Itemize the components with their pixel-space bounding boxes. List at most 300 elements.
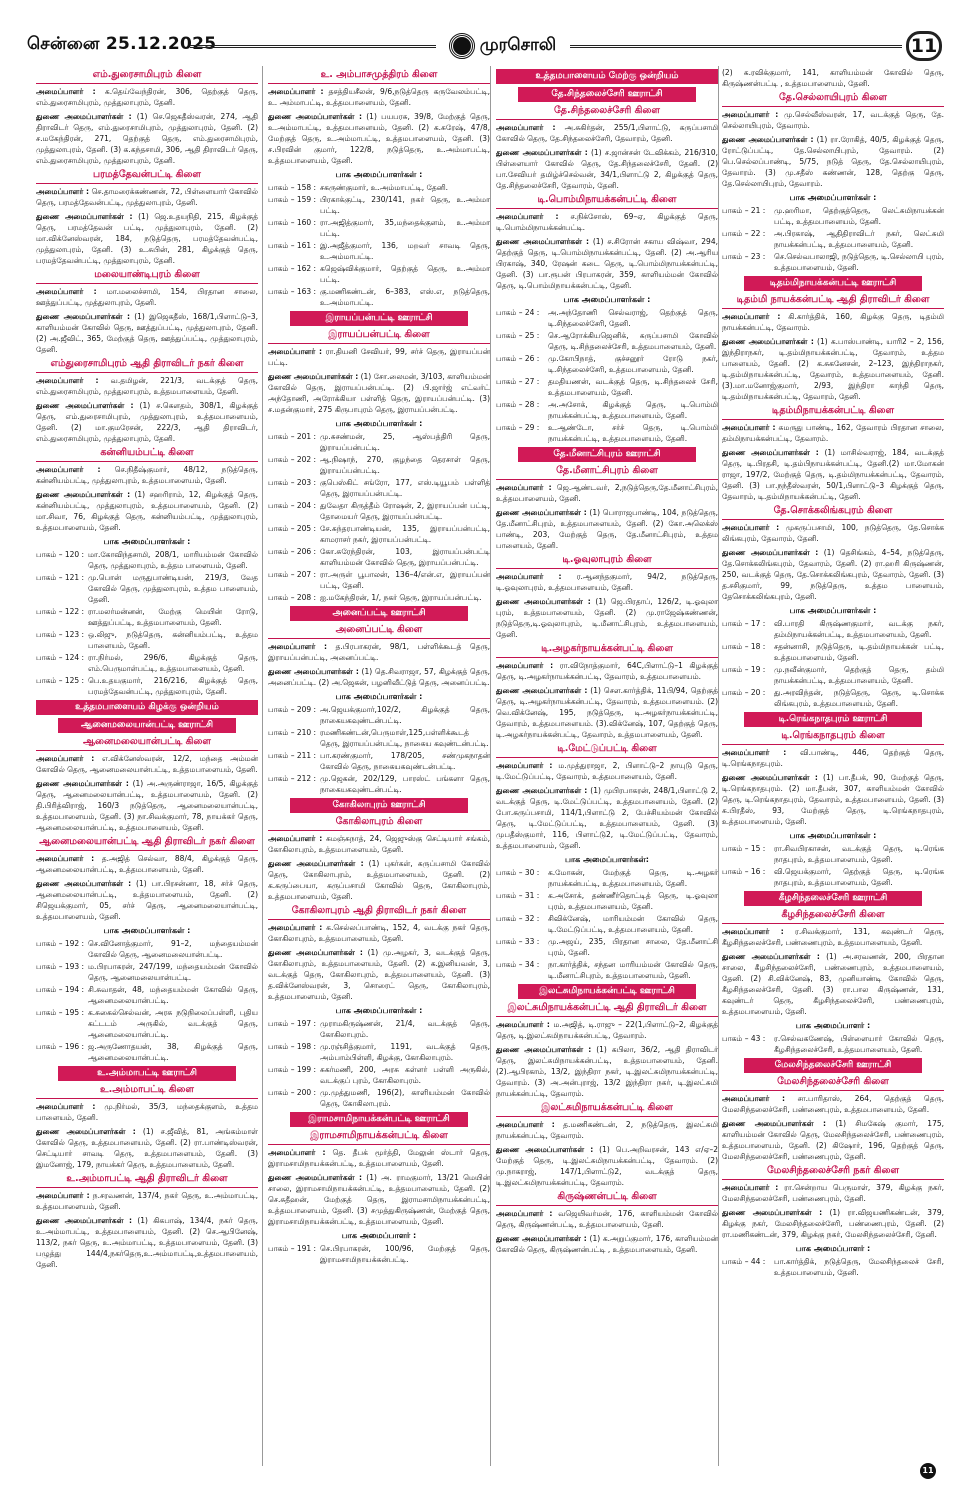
booth-organizer: பா.கரண்குமார், 178/205, சண்முகநாதன் கோவில் தெரு, நாகையகவுண்டன்பட்டி. xyxy=(320,751,490,771)
organizer-details: செ.நிதீஷ்குமார், 48/12, நடுத்தெரு, கன்னியம்பட்டி, முத்துலாபுரம், உத்தமபாளையம், தேனி. xyxy=(36,465,258,485)
organizer-details: ஜெ.ஆண்டவர், 2,நடுத்தெரு,தே.மீனாட்சிபுரம், உத்தமபாளையம், தேனி. xyxy=(496,483,718,503)
organizer-details: க.செல்லப்பாண்டி, 152, 4, வடக்கு நகர் தெரு, கோகிலாபுரம், உத்தமபாளையம், தேனி. xyxy=(268,923,490,943)
branch-title: தே.சிந்தலைச்சேரி கிளை xyxy=(496,105,718,120)
booth-number: பாகம் – 192 : xyxy=(36,939,85,948)
booth-entry xyxy=(268,1087,490,1109)
role-label: துணை அமைப்பாளர்கள் : xyxy=(268,112,362,121)
union-banner: உத்தமபாளையம் கிழக்கு ஒன்றியம் xyxy=(36,700,258,715)
booth-entry xyxy=(268,217,490,239)
booth-number: பாகம் – 18 : xyxy=(722,642,766,651)
column-2 xyxy=(268,66,490,1471)
booth-entry xyxy=(496,913,718,935)
role-label: துணை அமைப்பாளர்கள் : xyxy=(36,1127,136,1136)
role-label: துணை அமைப்பாளர்கள் : xyxy=(36,312,130,321)
booth-number: பாகம் – 32 : xyxy=(496,914,540,923)
organizer-paragraph xyxy=(36,400,258,444)
role-label: துணை அமைப்பாளர்கள் : xyxy=(36,1216,133,1225)
panchayat-header: தே.மீனாட்சிபுரம் ஊராட்சி xyxy=(518,447,696,462)
role-label: அமைப்பாளர் : xyxy=(36,854,95,863)
branch-title: தே.செல்லாயிபுரம் கிளை xyxy=(722,92,944,107)
organizer-details: (1) செள.கார்த்திக், 11பி/94, தெற்குத் தெரு, டி.அழகர்நாயக்கன்பட்டி, தேவாரம், உத்தமபாளையம். (2) வெ.விக்னேஷ், 195, நடுத்தெரு, டி.அழகர்நாயக்கன்பட்டி, தேவாரம், உத்தமபாளையம். (3).விக்னேஷ், 107, தெற்குத் தெரு, டி.அழகர்நாயக்கன்பட்டி, தேவாரம், உத்தமபாளையம், தேனி. xyxy=(496,686,718,739)
booth-organizer: மு.சுசண்மன், 25, ஆஸ்பத்திரி தெரு, இராயப்பன்பட்டி. xyxy=(320,432,490,452)
branch-title: டிதம்மி நாயக்கன்பட்டி ஆதி திராவிடர் கிளை xyxy=(722,294,944,309)
booth-organizer: சிவிக்னேஷ், மாரியம்மன் கோவில் தெரு, டி.மேட்டுப்பட்டி, உத்தமபாளையம், தேனி. xyxy=(548,914,718,934)
organizer-details: (1) கபிலா, 36/2, ஆதி திராவிடர் தெரு, இலட்சுமிநாயக்கன்பட்டி, உத்தமபாளையம், தேனி. (2).ஆபிரகாம், 13/2, இந்திரா நகர், டி.இலட்சுமிநாயக்கன்பட்டி, தேவாரம். (3) அ.அன்புராஜ், 13/2 இந்திரா நகர், டி.இலட்சுமி நாயக்கன்பட்டி, தேவாரம். xyxy=(496,1045,718,1098)
booth-number: பாகம் – 17 : xyxy=(722,619,766,628)
organizer-details: தசத்தியசீலன், 9/6,நடுத்தெரு கருவேலம்பட்டி, உ. அம்மாபட்டி, உத்தமபாளையம், தேனி. xyxy=(268,87,490,107)
branch-title: கீழசிந்தலைச்சேரி கிளை xyxy=(722,909,944,924)
organizer-paragraph xyxy=(496,1233,718,1255)
organizer-paragraph xyxy=(722,1093,944,1115)
booth-number: பாகம் – 15 : xyxy=(722,844,766,853)
organizer-paragraph xyxy=(36,878,258,922)
organizer-paragraph xyxy=(36,186,258,208)
branch-title: ஆனைமலையான்பட்டி கிளை xyxy=(36,736,258,751)
role-label: துணை அமைப்பாளர்கள் : xyxy=(722,448,819,457)
booth-number: பாகம் – 161 : xyxy=(268,241,317,250)
booth-organizer: கஜெஷ்விக்குமார், தெற்குத் தெரு, உ.அம்மா பட்டி. xyxy=(320,264,490,284)
branch-title: டி.மேட்டுப்பட்டி கிளை xyxy=(496,743,718,758)
role-label: அமைப்பாளர் : xyxy=(496,572,562,581)
organizer-details: (1) ரா.ரோகித், 40/5, கிழக்குத் தெரு, ரோட்டுப்பட்டி, தே.செல்லாயிபுரம், தேவாரம். (2) பெ.செல்லப்பாண்டி, 5/75, நடுத் தெரு, தே.செல்லாயிபுரம், தேவாரம். (3) மு.சதீஸ் கண்ணன், 128, தெற்கு தெரு, தே.செல்லாயிபுரம், தேவாரம். xyxy=(722,135,944,188)
role-label: துணை அமைப்பாளர்கள் : xyxy=(496,1234,587,1243)
booth-organizer: செ.செல்வபாலாஜி, நடுத்தெரு, டி.செல்லாயி புரம், உத்தமபாளையம், தேனி. xyxy=(774,252,944,272)
booth-number: பாகம் – 159 : xyxy=(268,195,317,204)
booth-organizer: க.அசோக், தண்ணீர்தொட்டித் தெரு, டி.ஓவுலா புரம், உத்தமபாளையம், தேனி. xyxy=(548,891,718,911)
booth-entry xyxy=(722,687,944,709)
organizer-details: (1) அ.அருண்ராஜா, 16/5, கிழக்குத் தெரு, ஆனைமலையான்பட்டி, உத்தமபாளையம், தேனி. (2) தி.பிரித்விராஜ், 160/3 நடுத்தெரு, ஆனைமலையான்பட்டி, உத்தமபாளையம், தேனி. (3) நா.சிவக்குமார், 78, நாயக்கர் தெரு, ஆனைமலையான்பட்டி, உத்தமபாளையம், தேனி. xyxy=(36,779,258,832)
booth-number: பாகம் – 201 : xyxy=(268,432,317,441)
booth-number: பாகம் – 211 : xyxy=(268,751,317,760)
booth-number: பாகம் – 158 : xyxy=(268,183,317,192)
organizer-paragraph xyxy=(268,1172,490,1227)
organizer-paragraph xyxy=(36,1215,258,1270)
booth-number: பாகம் – 28 : xyxy=(496,400,540,409)
booth-number: பாகம் – 204 : xyxy=(268,501,317,510)
organizer-paragraph xyxy=(496,1208,718,1230)
booth-entry xyxy=(722,641,944,663)
booth-number: பாகம் – 25 : xyxy=(496,331,540,340)
organizer-details: (1) சஹரிராம், 12, கிழக்குத் தெரு, கன்னியம்பட்டி, முத்துலாபுரம், உத்தமபாளையம், தேனி. (2) மா.சிவா, 76, கிழக்குத் தெரு, கன்னியம்பட்டி, முத்துலாபுரம், உத்தமபாளையம், தேனி. xyxy=(36,490,258,532)
booth-organizer: ரா.அருள் பூபாலன், 136–4/என்.எ, இராயப்பன் பட்டி, தேனி. xyxy=(320,570,490,590)
booth-entry xyxy=(36,1041,258,1063)
booth-entry xyxy=(722,843,944,865)
organizer-paragraph xyxy=(496,122,718,144)
organizer-details: (1) ச.ஜான்சன் டேவிக்கம், 216/310, பிள்ளையார் கோவில் தெரு, தே.சிந்தலைச்சேரி, தேனி. (2) பா.சேவியர் தமிழ்ச்செல்வன், 34/1,பிளாட்டு 2, கிழக்குத் தெரு, தே.சிந்தலைச்சேரி, தேவாரம், தேனி. xyxy=(496,148,718,190)
panchayat-header: டி.ரெங்கநாதபுரம் ஊராட்சி xyxy=(744,712,922,727)
booth-number: பாகம் – 210 : xyxy=(268,728,317,737)
booth-entry xyxy=(496,890,718,912)
branch-title: இலட்சுமிநாயக்கன்பட்டி கிளை xyxy=(496,1102,718,1117)
branch-title: பரமத்தேவன்பட்டி கிளை xyxy=(36,169,258,184)
organizer-paragraph xyxy=(36,853,258,875)
panchayat-header: தே.சிந்தலைச்சேரி ஊராட்சி xyxy=(518,87,696,102)
booth-entry xyxy=(496,353,718,375)
organizer-details: (1) க.பாஸ்பாண்டி, யாரி2 – 2, 156, இந்திராநகர், டி.தம்மிநாயக்கன்பட்டி, தேவாரம், உத்தம பாளையம், தேனி. (2) க.சுகனேசன், 2–123, இந்திராநகர், டி.தம்மிநாயக்கன்பட்டி, தேவாரம், உத்தமபாளையம், தேனி. (3).மா.மனோஜ்குமார், 2/93, இந்திரா காந்தி தெரு, டி.தம்மிநாயக்கன்பட்டி, தேவாரம், தேனி. xyxy=(722,337,944,401)
masthead-logo xyxy=(438,29,568,63)
booth-organizer: கோ.சுரேந்திரன், 103, இராயப்பன்பட்டி காளியம்மன் கோவில் தெரு, இராயப்பன்பட்டி. xyxy=(320,547,490,567)
organizer-details: தெ. தீபக் மூர்த்தி, மேலுன் ஸ்டார் தெரு, இராமசாமிநாயக்கன்பட்டி, உத்தமபாளையம், தேனி. xyxy=(268,1148,490,1168)
organizer-details: (1) ரா.விஜயணிகண்டன், 379, கிழக்கு நகர், மேலசிந்தலைச்சேரி, பண்ணைபுரம், தேனி. (2) ரா.மணிகண்டன், 379, கிழக்கு நகர், மேலசிந்தலைச்சேரி, தேனி. xyxy=(722,1208,944,1239)
branch-title: எம்.துரைசாமிபுரம் கிளை xyxy=(36,69,258,84)
organizer-paragraph xyxy=(496,685,718,740)
role-label: துணை அமைப்பாளர்கள் : xyxy=(496,597,591,606)
booth-number: பாகம் – 44 : xyxy=(722,1257,766,1266)
booth-organizer: இ.அஜீத்குமார், 136, மறவர் சாவடி தெரு, உ.அம்மாபட்டி. xyxy=(320,241,490,261)
booth-organizer: ரா.நிர்மல், 296/6, கிழக்குத் தெரு, எம்.பெருமாள்பட்டி, உத்தமபாளையம், தேனி. xyxy=(88,653,258,673)
organizer-details: (1) அ. ராமகுமார், 13/21 மெயின் சாலை, இராமசாமிநாயக்கன்பட்டி, உத்தமபாளையம், தேனி. (2) செ.சுதீஹன், மேற்குத் தெரு, இராமசாமிநாயக்கன்பட்டி, உத்தமபாளையம், தேனி. (3) சமுத்துகிருஷ்ணன், மேற்குத் தெரு, இராமசாமிநாயக்கன்பட்டி, உத்தமபாளையம், தேனி. xyxy=(268,1173,490,1226)
booth-number: பாகம் – 120 : xyxy=(36,550,85,559)
booth-entry xyxy=(268,477,490,499)
booth-organizer: ரா.அஜித்குமார், 35,மந்தைக்குளம், உ.அம்மா பட்டி. xyxy=(320,218,490,238)
panchayat-header: இராயப்பன்பட்டி ஊராட்சி xyxy=(290,311,468,326)
booth-entry xyxy=(268,500,490,522)
organizer-details: ரா.விநோத்குமார், 64C,பிளாட்டு–1 கிழக்குத் தெரு, டி.அழகர்நாயக்கன்பட்டி, தேவாரம், உத்தமபாளையம். xyxy=(496,661,718,681)
booth-number: பாகம் – 208 : xyxy=(268,593,317,602)
organizer-paragraph xyxy=(268,947,490,1002)
booth-organizers-heading: பாக அமைப்பாளர்கள் : xyxy=(563,295,651,304)
organizer-paragraph xyxy=(496,785,718,851)
union-banner: உத்தமபாளையம் மேற்கு ஒன்றியம் xyxy=(496,69,718,84)
organizer-paragraph xyxy=(496,1119,718,1141)
page-number-badge: 11 xyxy=(906,31,942,61)
booth-number: பாகம் – 196 : xyxy=(36,1042,85,1051)
column-divider xyxy=(490,66,491,1466)
role-label: துணை அமைப்பாளர்கள் : xyxy=(36,490,131,499)
booth-organizers-heading: பாக அமைப்பாளர்கள் : xyxy=(103,537,191,546)
branch-title: தே.மீனாட்சிபுரம் கிளை xyxy=(496,465,718,480)
role-label: துணை அமைப்பாளர்கள் : xyxy=(722,1119,827,1128)
role-label: துணை அமைப்பாளர்கள் : xyxy=(496,508,587,517)
organizer-paragraph xyxy=(722,336,944,402)
organizer-details: (1) பயபரசு, 39/8, மேற்குத் தெரு, உ.அம்மாபட்டி, உத்தமபாளையம், தேனி. (2) க.சுரேஷ், 47/8, மேற்குத் தெரு, உ.அம்மாபட்டி, உத்தமபாளையம், தேனி. (3) ச.பிரவின் குமார், 122/8, நடுத்தெரு, உ.அம்மாபட்டி, உத்தமபாளையம், தேனி. xyxy=(268,112,490,165)
booth-organizers-heading: பாக அமைப்பாளர் : xyxy=(795,1021,871,1030)
role-label: அமைப்பாளர் : xyxy=(268,347,323,356)
organizer-paragraph xyxy=(722,951,944,1017)
role-label: அமைப்பாளர் : xyxy=(36,1102,96,1111)
footer-page-number: 11 xyxy=(920,1463,936,1479)
booth-organizer: பா.கார்த்திக், நடுத்தெரு, மேலசிந்தலைச் சேரி, உத்தமபாளையம், தேனி. xyxy=(774,1257,944,1277)
organizer-paragraph xyxy=(722,422,944,444)
role-label: துணை அமைப்பாளர்கள் : xyxy=(722,773,818,782)
organizer-details: (1) தெசிங்கம், 4–54, நடுத்தெரு, தே.சொக்கலிங்கபுரம், தேவாரம், தேனி. (2) ரா.ஹரி கிருஷ்ணன், 250, வடக்குத் தெரு, தே.சொக்கலிங்கபுரம், தேவாரம், தேனி. (3) த.சசிகுமார், 99, நடுத்தெரு, உத்தம பாளையம், தேசொக்கலிங்கபுரம், தேனி. xyxy=(722,548,944,601)
booth-entry xyxy=(268,240,490,262)
booth-entry xyxy=(36,675,258,697)
branch-title: எம்துரைசாமிபுரம் ஆதி திராவிடர் நகர் கிளை xyxy=(36,358,258,373)
booth-entry xyxy=(722,618,944,640)
organizer-details: வ.தமிழன், 221/3, வடக்குத் தெரு, எம்.துரைசாமிபுரம், முத்துலாபுரம், உத்தமபாளையம், தேனி. xyxy=(36,376,258,396)
organizer-paragraph xyxy=(722,547,944,602)
booth-number: பாகம் – 27 : xyxy=(496,377,540,386)
role-label: துணை அமைப்பாளர்கள் : xyxy=(496,1045,592,1054)
organizer-paragraph xyxy=(496,1044,718,1099)
organizer-details: (1) பெ.அறிவரசன், 143 எ/ஏ–2 மேற்குத் தெரு, டி.இலட்சுமிநாயக்கன்பட்டி, தேவாரம். (2) மு.நாகராஜ், 147/1,பிளாட்டு2, வடக்குத் தெரு, டி.இலட்சுமிநாயக்கன்பட்டி, தேவாரம். xyxy=(496,1145,718,1187)
organizer-paragraph xyxy=(722,1207,944,1240)
organizer-details: (1) ஜெ.உதயநிதி, 215, கிழக்குத் தெரு, பரமத்தேவன் பட்டி, முத்துலாபுரம், தேனி. (2) மா.விக்னேஸ்வரன், 184, நடுத்தெரு, பரமத்தேவன்பட்டி, முத்துலாபுரம், தேனி. (3) உ.சுபின், 281, கிழக்குத் தெரு, பரமத்தேவன்பட்டி, முத்துலாபுரம், தேனி. xyxy=(36,212,258,265)
organizer-paragraph xyxy=(496,482,718,504)
organizer-details: த.பிரபாகரன், 98/1, பள்ளிக்கூடத் தெரு, இராயப்பன்பட்டி, அனைப்பட்டி. xyxy=(268,642,490,662)
panchayat-header: டிதம்மிநாயக்கன்பட்டி ஊராட்சி xyxy=(744,276,922,291)
organizer-details: ச.நிக்சோஸ், 69–ஏ, கிழக்குத் தெரு, டி.பொம்மிநாயக்கன்பட்டி. xyxy=(496,212,718,232)
booth-entry xyxy=(722,1033,944,1055)
header-rule-right xyxy=(570,45,902,48)
booth-number: பாகம் – 193 : xyxy=(36,962,85,971)
role-label: அமைப்பாளர் : xyxy=(36,754,95,763)
branch-title: தே.சொக்கலிங்கபுரம் கிளை xyxy=(722,505,944,520)
branch-title: மலையாண்டிபுரம் கிளை xyxy=(36,269,258,284)
organizer-paragraph xyxy=(36,211,258,266)
organizer-paragraph xyxy=(722,447,944,502)
organizer-details: ர.சிவக்குமார், 131, கவுண்டர் தெரு, கீழசிந்தலைச்சேரி, பண்ணைபுரம், உத்தமபாளையம், தேனி. xyxy=(722,927,944,947)
booth-entry xyxy=(268,704,490,726)
booth-number: பாகம் – 212 : xyxy=(268,774,317,783)
booth-number: பாகம் – 123 : xyxy=(36,630,85,639)
organizer-details: மா.மலைச்சாமி, 154, பிரதான சாலை, ஊத்துப்பட்டி, முத்துலாபுரம், தேனி. xyxy=(36,287,258,307)
booth-organizer: அ.அந்தோணி செல்வராஜ், தெற்குத் தெரு, டி.சிந்தலைச்சேரி, தேனி. xyxy=(548,308,718,328)
booth-organizer: சகருண்குமார், உ.அம்மாபட்டி, தேனி. xyxy=(320,183,449,192)
role-label: துணை அமைப்பாளர்கள் : xyxy=(268,859,364,868)
role-label: துணை அமைப்பாளர்கள் : xyxy=(36,879,132,888)
booth-number: பாகம் – 31 : xyxy=(496,891,540,900)
booth-organizer: க.சுகைல்செல்வன், அரசு நடுநிலைப்பள்ளி, புதிய கட்டடம் அருகில், வடக்குத் தெரு, ஆனைமலையான்பட்டி. xyxy=(88,1008,258,1039)
role-label: அமைப்பாளர் : xyxy=(496,761,553,770)
booth-entry xyxy=(36,984,258,1006)
branch-title: இராமசாமிநாயக்கன்பட்டி கிளை xyxy=(268,1130,490,1145)
organizer-details: ம.அஜித், டி.ராஜு – 22(1,பிளாட்டு–2, கிழக்குத் தெரு, டி.இலட்சுமிநாயக்கன்பட்டி, தேவாரம். xyxy=(496,1020,718,1040)
booth-organizer: வி.பாரதி கிருஷ்ணகுமார், வடக்கு நகர், தம்மிநாயக்கன்பட்டி, உத்தமபாளையம், தேனி. xyxy=(774,619,944,639)
organizer-paragraph xyxy=(496,147,718,191)
booth-organizer: ம.பிரபாகரன், 247/199, மந்தையம்மன் கோவில் தெரு, ஆனைமலையான்பட்டி. xyxy=(88,962,258,982)
role-label: அமைப்பாளர் : xyxy=(36,87,96,96)
booth-entry xyxy=(722,664,944,686)
booth-number: பாகம் – 202 : xyxy=(268,455,317,464)
organizer-paragraph xyxy=(36,464,258,486)
booth-organizer: சி.சுவாதன், 48, மந்தையம்மன் கோவில் தெரு, ஆனைமலையான்பட்டி. xyxy=(88,985,258,1005)
panchayat-header: கீழசிந்தலைச்சேரி ஊராட்சி xyxy=(744,891,922,906)
booth-organizer: தமதியணன், வடக்குத் தெரு, டி.சிந்தலைச் சேரி, உத்தமபாளையம், தேனி. xyxy=(548,377,718,397)
organizer-details: வஜெயிவர்மன், 176, காளியம்மன் கோவில் தெரு, கிருஷ்ணன்பட்டி, உத்தமபாளையம், தேனி. xyxy=(496,1209,718,1229)
role-label: துணை அமைப்பாளர்கள் : xyxy=(722,1208,823,1217)
booth-organizer: செ.ஆரோக்கியஜெனிக், கருப்பசாமி கோவில் தெரு, டி.சிந்தலைச்சேரி, உத்தமபாளையம், தேனி. xyxy=(548,331,718,351)
organizer-details: (1) மாசில்வராஜ், 184, வடக்குத் தெரு, டி.பிரதசி, டி.தம்பிநாயக்கன்பட்டி, தேனி.(2) மா.மோகன் ராஜா, 197/2, மேற்குத் தெரு, டி.தம்மிநாயக்கன்பட்டி, தேவாரம், தேனி. (3) பா.நந்தீஸ்வரன், 50/1,பிளாட்டு–3 கிழக்குத் தெரு, தேவாரம், டி.தம்மிநாயக்கன்பட்டி, தேனி. xyxy=(722,448,944,501)
booth-number: பாகம் – 209 : xyxy=(268,705,317,714)
booth-entry xyxy=(496,936,718,958)
booth-organizers-heading: பாக அமைப்பாளர்கள் : xyxy=(335,692,423,701)
role-label: அமைப்பாளர் : xyxy=(722,312,781,321)
column-1 xyxy=(36,66,258,1471)
organizer-details: (2) க.ரவிக்குமார், 141, காளியம்மன் கோவில் தெரு, கிருஷ்ணன்பட்டி , உத்தமபாளையம், தேனி. xyxy=(722,68,944,88)
booth-number: பாகம் – 122 : xyxy=(36,607,85,616)
booth-entry xyxy=(496,399,718,421)
role-label: அமைப்பாளர் : xyxy=(496,212,559,221)
organizer-paragraph xyxy=(268,111,490,166)
booth-number: பாகம் – 197 : xyxy=(268,1019,317,1028)
role-label: துணை அமைப்பாளர்கள் : xyxy=(268,948,363,957)
organizer-details: (1) கிகபாஷ், 134/4, நகர் தெரு, உ.அம்மாபட்டி, உத்தமபாளையம், தேனி. (2) செ.ஆபினேஷ், 113/2, நகர் தெரு, உ.அம்மாபட்டி, உத்தமபாளையம், தேனி. (3) பழுத்து 144/4,நகர்தெரு,உ.அம்மாபட்டி,உத்தமபாளையம், தேனி. xyxy=(36,1216,258,1269)
booth-organizer: உ.ஆண்டோ, சர்ச் தெரு, டி.பொம்மி நாயக்கன்பட்டி, உத்தமபாளையம், தேனி. xyxy=(548,423,718,443)
organizer-paragraph xyxy=(36,286,258,308)
booth-number: பாகம் – 23 : xyxy=(722,252,766,261)
booth-organizer: பெ.உதயகுமார், 216/216, கிழக்குத் தெரு, பரமத்தேவன்பட்டி, முத்துலாபுரம், தேனி. xyxy=(88,676,258,696)
role-label: அமைப்பாளர் : xyxy=(36,1191,90,1200)
role-label: அமைப்பாளர் : xyxy=(722,748,787,757)
role-label: துணை அமைப்பாளர்கள் : xyxy=(36,779,129,788)
booth-number: பாகம் – 203 : xyxy=(268,478,317,487)
booth-organizer: அ.அசோக், கிழக்குத் தெரு, டி.பொம்மி நாயக்கன்பட்டி, உத்தமபாளையம், தேனி. xyxy=(548,400,718,420)
booth-entry xyxy=(268,431,490,453)
organizer-details: (1) பொராஜபாண்டி, 104, நடுத்தெரு, தே.மீனாட்சிபுரம், உத்தமபாளையம், தேனி. (2) கோ.அலெக்ஸ் பாண்டி, 203, மேற்குத் தெரு, தே.மீனாட்சிபுரம், உத்தம பாளையம், தேனி. xyxy=(496,508,718,550)
organizer-paragraph xyxy=(496,571,718,593)
booth-organizer: ஐ.மகேந்திரன், 1/, நகர் தெரு, இராயப்பன்பட்டி. xyxy=(320,593,482,602)
organizer-details: சுமஞ்சுநாத், 24, ஜெஜுஸ்கு செட்டியார் சங்கம், கோகிலாபுரம், உத்தமபாளையம், தேனி. xyxy=(268,834,490,854)
organizer-details: (1) தெ.சிவராஜா, 57, கிழக்குத் தெரு, அனைப்பட்டி. (2) அ.ஜெகன், பழனிவீட்டுத் தெரு, அனைப்பட்டி. xyxy=(268,667,490,687)
booth-number: பாகம் – 20 : xyxy=(722,688,766,697)
organizer-paragraph xyxy=(496,596,718,640)
organizer-details: (1) சோ.லைமன், 3/103, காளியம்மன் கோவில் தெரு, இராயப்பன்பட்டி. (2) பி.ஜார்ஜ் எட்வர்ட் அந்தோணி, அரோக்கியா பள்ளித் தெரு, இராயப்பன்பட்டி. (3) ச.மதன்குமார், 275 கிருபாபுரம் தெரு, இராயப்பன்பட்டி. xyxy=(268,372,490,414)
role-label: அமைப்பாளர் : xyxy=(722,110,779,119)
branch-title: அனைப்பட்டி கிளை xyxy=(268,624,490,639)
booth-entry xyxy=(268,546,490,568)
role-label: அமைப்பாளர் : xyxy=(722,423,776,432)
booth-organizer: ஆ.நிஷாந், 270, குழந்தை தெரசாள் தெரு, இராயப்பன்பட்டி. xyxy=(320,455,490,475)
role-label: அமைப்பாளர் : xyxy=(36,287,97,296)
booth-organizers-heading: பாக அமைப்பாளர் : xyxy=(795,1244,871,1253)
organizer-details: வி.பாண்டி, 446, தெற்குத் தெரு, டி.ரெங்கநாதபுரம். xyxy=(722,748,944,768)
booth-entry xyxy=(268,569,490,591)
role-label: அமைப்பாளர் : xyxy=(268,1148,326,1157)
booth-entry xyxy=(496,422,718,444)
booth-organizer: கு.மணிகண்டன், 6–383, எஸ்.எ, நடுத்தெரு, உ.அம்மாபட்டி. xyxy=(320,287,490,307)
booth-number: பாகம் – 198 : xyxy=(268,1042,317,1051)
panchayat-header: அனைப்பட்டி ஊராட்சி xyxy=(290,606,468,621)
organizer-paragraph xyxy=(268,86,490,108)
branch-title: உ.அம்மாபட்டி ஆதி திராவிடர் கிளை xyxy=(36,1173,258,1188)
booth-organizers-heading: பாக அமைப்பாளர்கள் : xyxy=(789,831,877,840)
organizer-details: (1) பா.பிரசன்னா, 18, சர்ச் தெரு, ஆனைமலையான்பட்டி, உத்தமபாளையம், தேனி. (2) சிஜெயக்குமார், 05, சர்ச் தெரு, ஆனைமலையான்பட்டி, உத்தமபாளையம், தேனி. xyxy=(36,879,258,921)
organizer-details: (1) ச.ஜீவித், 81, அங்கம்மாள் கோவில் தெரு, உத்தமபாளையம், தேனி. (2) ரா.பாண்டிஸ்வரன், செட்டியார் சாவடி தெரு, உத்தமபாளையம், தேனி. (3) இமனோஜ், 179, நாயக்கர் தெரு, உத்தமபாளையம், தேனி. xyxy=(36,1127,258,1169)
booth-entry xyxy=(268,1243,490,1265)
booth-organizer: குபெஸ்கிட் சங்ரோ, 177, எஸ்.டியூபம் பள்ளித் தெரு, இராயப்பன்பட்டி. xyxy=(320,478,490,498)
organizer-paragraph xyxy=(36,753,258,775)
booth-organizers-heading: பாக அமைப்பாளர்கள் : xyxy=(335,419,423,428)
booth-organizer: அ.ஜெயக்குமார்,102/2, கிழக்குத் தெரு, நாகையகவுண்டன்பட்டி. xyxy=(320,705,490,725)
branch-title: உ.அம்மாபட்டி கிளை xyxy=(36,1084,258,1099)
role-label: அமைப்பாளர் : xyxy=(268,834,323,843)
role-label: துணை அமைப்பாளர்கள் : xyxy=(722,548,819,557)
role-label: துணை அமைப்பாளர்கள் : xyxy=(268,372,359,381)
role-label: அமைப்பாளர் : xyxy=(722,1094,786,1103)
role-label: அமைப்பாளர் : xyxy=(496,1020,550,1029)
booth-number: பாகம் – 43 : xyxy=(722,1034,766,1043)
booth-entry xyxy=(268,1064,490,1086)
organizer-paragraph xyxy=(268,666,490,688)
booth-number: பாகம் – 163 : xyxy=(268,287,317,296)
booth-organizer: வி.ஜெயக்குமார், தெற்குத் தெரு, டி.ரெங்க நாதபுரம், உத்தமபாளையம், தேனி. xyxy=(774,867,944,887)
organizer-details: (1) க.அறுப்குமார், 176, காளியம்மன் கோவில் தெரு, கிருஷ்ணன்பட்டி , உத்தமபாளையம், தேனி. xyxy=(496,1234,718,1254)
booth-number: பாகம் – 160 : xyxy=(268,218,317,227)
column-divider xyxy=(718,66,719,1466)
booth-entry xyxy=(268,1041,490,1063)
booth-entry xyxy=(496,330,718,352)
role-label: அமைப்பாளர் : xyxy=(722,523,780,532)
role-label: துணை அமைப்பாளர்கள் : xyxy=(496,237,590,246)
organizer-details: கி.கார்த்திக், 160, கிழக்கு தெரு, டிதம்மி நாயக்கன்பட்டி, தேவாரம். xyxy=(722,312,944,332)
booth-entry xyxy=(496,959,718,981)
booth-entry xyxy=(268,773,490,795)
booth-number: பாகம் – 29 : xyxy=(496,423,540,432)
organizer-paragraph xyxy=(36,86,258,108)
booth-organizer: ரா.மலர்மன்னன், மேற்கு மெயின் ரோடு, ஊத்துப்பட்டி, உத்தமபாளையம், தேனி. xyxy=(88,607,258,627)
booth-entry xyxy=(36,572,258,605)
organizer-details: (1) செ.ஜெகதீஸ்வரன், 274, ஆதி திராவிடர் தெரு, எம்.துரைசாமிபுரம், முத்துலாபுரம், தேனி. (2) ச.மகேந்திரன், 271, தெற்குத் தெரு, எம்.துரைசாமிபுரம், முத்துலாபுரம், தேனி. (3) க.கந்தசாமி, 306, ஆதி திராவிடர் தெரு, எம்.துரைசாமிபுரம், முத்துலாபுரம், தேனி. xyxy=(36,112,258,165)
column-4 xyxy=(722,66,944,1471)
organizer-paragraph xyxy=(496,760,718,782)
booth-number: பாகம் – 19 : xyxy=(722,665,766,674)
role-label: துணை அமைப்பாளர்கள் : xyxy=(268,1173,362,1182)
booth-organizer: மு.கோபிநாத், குச்சனூர் ரோடு நகர், டி.சிந்தலைச்சேரி, உத்தமபாளையம், தேனி. xyxy=(548,354,718,374)
role-label: துணை அமைப்பாளர்கள் : xyxy=(496,686,588,695)
organizer-details: ம.முத்துராஜா, 2, பிளாட்டு–2 நாயுடு தெரு, டி.மேட்டுப்பட்டி, தேவாரம், உத்தமபாளையம், தேனி. xyxy=(496,761,718,781)
organizer-paragraph xyxy=(268,922,490,944)
booth-organizers-heading: பாக அமைப்பாளர்கள்: xyxy=(565,855,649,864)
branch-title: டி.ரெங்கநாதபுரம் கிளை xyxy=(722,730,944,745)
booth-entry xyxy=(268,727,490,749)
booth-entry xyxy=(268,182,490,193)
panchayat-header: இராமசாமிநாயக்கன்பட்டி ஊராட்சி xyxy=(290,1112,468,1127)
organizer-details: மு.நிர்மல், 35/3, மந்தைக்குளம், உத்தம பாளையம், தேனி. xyxy=(36,1102,258,1122)
booth-organizer: ஒ.லிஜு, நடுத்தெரு, கன்னியம்பட்டி, உத்தம பாளையம், தேனி. xyxy=(88,630,258,650)
role-label: அமைப்பாளர் : xyxy=(496,123,556,132)
booth-number: பாகம் – 191 : xyxy=(268,1244,317,1253)
booth-number: பாகம் – 205 : xyxy=(268,524,317,533)
branch-title: டி.அழகர்நாயக்கன்பட்டி கிளை xyxy=(496,643,718,658)
role-label: அமைப்பாளர் : xyxy=(722,1183,779,1192)
organizer-paragraph xyxy=(722,522,944,544)
booth-number: பாகம் – 26 : xyxy=(496,354,540,363)
booth-number: பாகம் – 206 : xyxy=(268,547,317,556)
header-rule-left xyxy=(190,45,436,48)
booth-number: பாகம் – 34 : xyxy=(496,960,540,969)
branch-title: உ. அம்பாசமுத்திரம் கிளை xyxy=(268,69,490,84)
booth-organizer: ஜ.அருணோதயன், 38, கிழக்குத் தெரு, ஆனைமலையான்பட்டி. xyxy=(88,1042,258,1062)
booth-organizer: அ.பிரகாஷ், ஆதிதிராவிடர் நகர், லெட்சுமி நாயக்கன்பட்டி, உத்தமபாளையம், தேனி. xyxy=(774,229,944,249)
booth-entry xyxy=(36,1007,258,1040)
booth-entry xyxy=(496,376,718,398)
organizer-paragraph xyxy=(268,371,490,415)
role-label: துணை அமைப்பாளர்கள் : xyxy=(722,952,820,961)
organizer-details: ந.சரவணன், 137/4, நகர் தெரு, உ.அம்மாபட்டி, உத்தமபாளையம், தேனி. xyxy=(36,1191,258,1211)
booth-organizers-heading: பாக அமைப்பாளர் : xyxy=(341,1231,417,1240)
booth-organizer: மு.முத்துமணி, 196(2), காளியம்மன் கோவில் தெரு, கோகிலாபுரம். xyxy=(320,1088,490,1108)
role-label: துணை அமைப்பாளர்கள் : xyxy=(36,112,132,121)
booth-entry xyxy=(36,629,258,651)
booth-number: பாகம் – 21 : xyxy=(722,206,766,215)
booth-organizer: முராமகிருஷ்ணன், 21/4, வடக்குத் தெரு, கோகிலாபுரம். xyxy=(320,1019,490,1039)
organizer-details: சுமருது பாண்டி, 162, தேவாரம் பிரதான சாலை, தம்மிநாயக்கன்பட்டி, தேவாரம். xyxy=(722,423,944,443)
role-label: அமைப்பாளர் : xyxy=(268,642,327,651)
booth-organizers-heading: பாக அமைப்பாளர்கள் : xyxy=(335,1006,423,1015)
booth-organizers-heading: பாக அமைப்பாளர்கள் : xyxy=(789,606,877,615)
booth-organizers-heading: பாக அமைப்பாளர்கள் : xyxy=(789,193,877,202)
booth-entry xyxy=(722,1256,944,1278)
booth-entry xyxy=(268,750,490,772)
booth-number: பாகம் – 125 : xyxy=(36,676,85,685)
organizer-details: முகருப்பசாமி, 100, நடுத்தெரு, தே.சொக்க லிங்கபுரம், தேவாரம், தேனி. xyxy=(722,523,944,543)
booth-organizer: மு.நவீன்குமார், தெற்குத் தெரு, தம்மி நாயக்கன்பட்டி, உத்தமபாளையம், தேனி. xyxy=(774,665,944,685)
organizer-paragraph xyxy=(496,507,718,551)
booth-entry xyxy=(268,286,490,308)
booth-number: பாகம் – 24 : xyxy=(496,308,540,317)
